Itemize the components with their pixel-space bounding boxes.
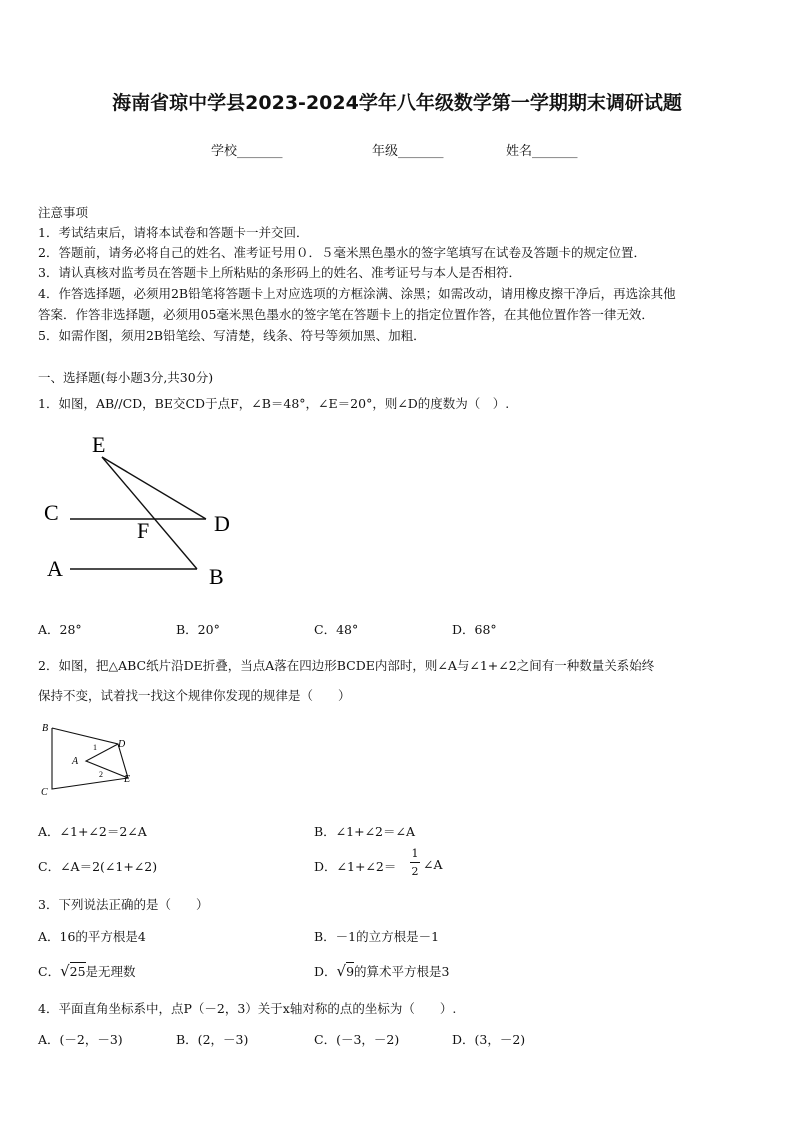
option-c: C．(－3，－2) (314, 1032, 400, 1047)
option-d: D．68° (452, 622, 497, 637)
notice-item: 答案．作答非选择题，必须用05毫米黑色墨水的签字笔在答题卡上的指定位置作答，在其他位置作答一律无效． (38, 307, 654, 322)
option-d-suffix: 的算术平方根是3 (354, 964, 450, 979)
notice-heading: 注意事项 (38, 205, 89, 220)
question-3-text: 3．下列说法正确的是（ ） (38, 897, 209, 912)
label-B: B (209, 564, 224, 589)
radical-25 (60, 962, 85, 980)
sqrt-icon: √ (60, 962, 70, 980)
option-d: D．(3，－2) (452, 1032, 526, 1047)
option-b: B．－1的立方根是－1 (314, 929, 440, 944)
option-a: A．∠1+∠2＝2∠A (38, 824, 147, 839)
label-E: E (92, 432, 106, 457)
fraction-denominator: 2 (411, 865, 419, 878)
radical-9 (337, 962, 355, 980)
option-a: A．(－2，－3) (38, 1032, 123, 1047)
option-c: C．48° (314, 622, 359, 637)
label-D: D (118, 739, 126, 750)
question-2-text-cont: 保持不变，试着找一找这个规律你发现的规律是（ ） (38, 688, 351, 703)
question-1-figure (40, 428, 240, 593)
option-d (314, 962, 450, 980)
option-b: B．20° (176, 622, 220, 637)
notice-item: 1．考试结束后，请将本试卷和答题卡一并交回． (38, 225, 309, 240)
question-2-figure (38, 720, 138, 800)
label-angle-2: 2 (99, 770, 103, 779)
question-2-text: 2．如图，把△ABC纸片沿DE折叠，当点A落在四边形BCDE内部时，则∠A与∠1+∠2之间有一种数量关系始终 (38, 658, 655, 673)
radicand: 9 (346, 964, 355, 979)
fraction-numerator: 1 (410, 846, 420, 863)
label-F: F (137, 518, 150, 543)
page-title: 海南省琼中学县2023-2024学年八年级数学第一学期期末调研试题 (112, 92, 682, 114)
option-a: A．16的平方根是4 (38, 929, 146, 944)
question-4-text: 4．平面直角坐标系中，点P（－2，3）关于x轴对称的点的坐标为（ ）. (38, 1001, 457, 1016)
grade-field: 年级_______ (372, 144, 444, 159)
option-d-suffix: ∠A (423, 857, 443, 872)
school-field: 学校_______ (211, 144, 283, 159)
label-C: C (41, 787, 48, 798)
sqrt-icon: √ (336, 962, 347, 980)
label-A: A (72, 756, 79, 767)
option-a: A．28° (38, 622, 82, 637)
label-A: A (47, 556, 63, 581)
option-d-prefix: D．∠1+∠2＝ (314, 859, 397, 874)
label-D: D (214, 511, 230, 536)
option-b: B．∠1+∠2＝∠A (314, 824, 416, 839)
label-E: E (124, 774, 131, 785)
section-heading: 一、选择题(每小题3分,共30分) (38, 370, 214, 385)
name-field: 姓名_______ (506, 144, 578, 159)
notice-item: 4．作答选择题，必须用2B铅笔将答题卡上对应选项的方框涂满、涂黑；如需改动，请用橡皮擦干净后，再选涂其他 (38, 286, 676, 301)
segment-EB (102, 457, 197, 569)
option-d-prefix: D． (314, 964, 337, 979)
notice-item: 2．答题前，请务必将自己的姓名、准考证号用０．５毫米黑色墨水的签字笔填写在试卷及答题卡的规定位置． (38, 245, 646, 260)
option-c-prefix: C． (38, 964, 61, 979)
label-B: B (42, 723, 49, 734)
option-c-suffix: 是无理数 (85, 964, 136, 979)
radicand: 25 (69, 964, 86, 979)
option-c (38, 962, 136, 980)
question-1-text: 1．如图，AB//CD，BE交CD于点F，∠B＝48°，∠E＝20°，则∠D的度数为（ ）. (38, 396, 510, 411)
label-C: C (44, 500, 59, 525)
label-angle-1: 1 (93, 743, 97, 752)
notice-item: 5．如需作图，须用2B铅笔绘、写清楚，线条、符号等须加黑、加粗． (38, 328, 426, 343)
option-b: B．(2，－3) (176, 1032, 249, 1047)
segment-ED (102, 457, 206, 519)
option-c: C．∠A＝2(∠1+∠2) (38, 859, 158, 874)
notice-item: 3．请认真核对监考员在答题卡上所粘贴的条形码上的姓名、准考证号与本人是否相符． (38, 265, 521, 280)
